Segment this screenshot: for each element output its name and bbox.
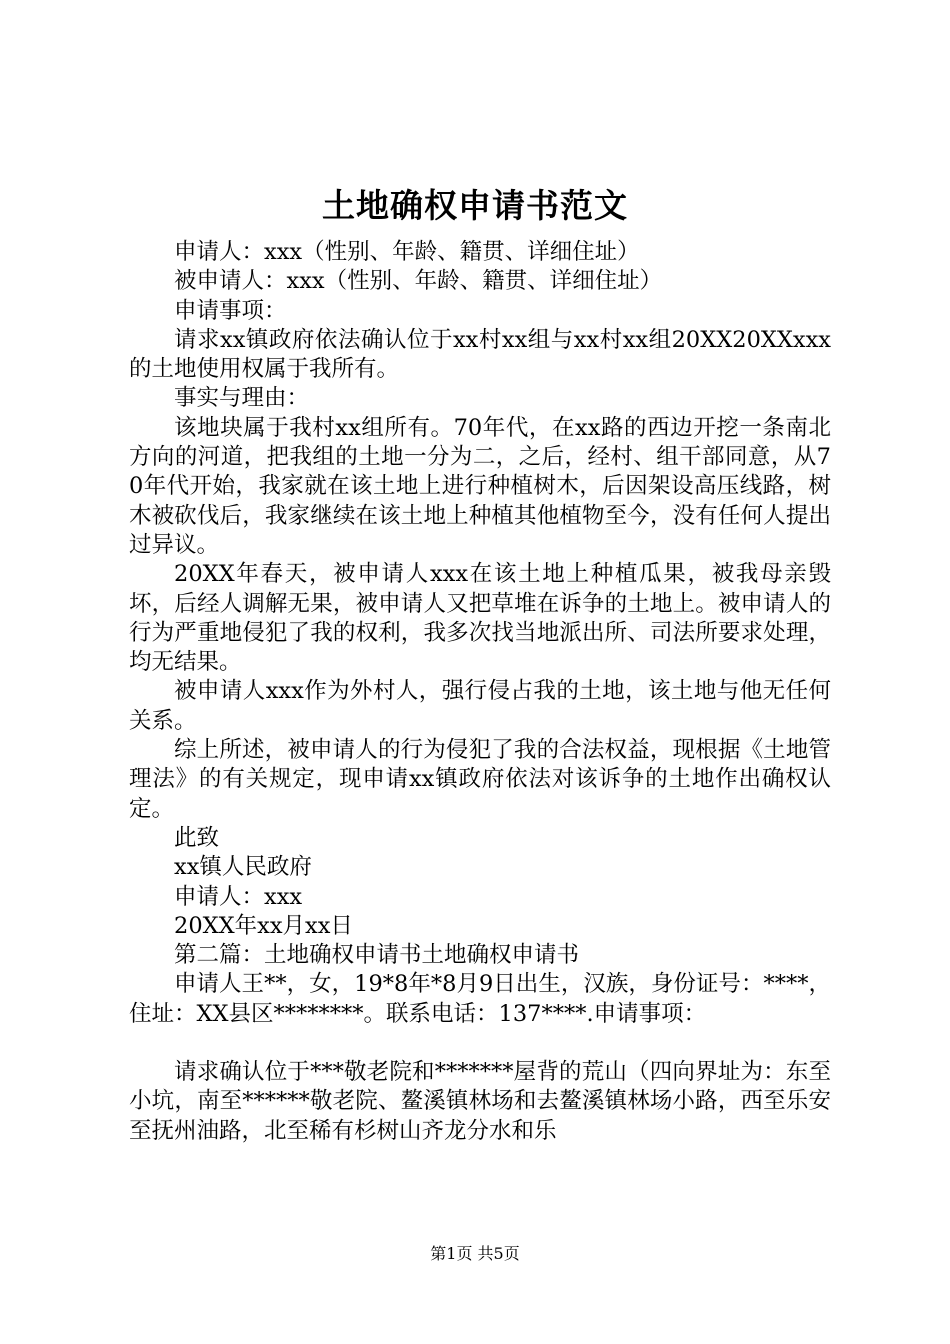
signature-applicant: 申请人：xxx	[174, 883, 303, 910]
document-body	[129, 238, 831, 1146]
recipient: xx镇人民政府	[174, 854, 312, 881]
request-heading: 申请事项：	[174, 297, 287, 324]
document-title: 土地确权申请书范文	[322, 186, 628, 225]
second-request-paragraph: 请求确认位于***敬老院和*******屋背的荒山（四向界址为：东至小坑，南至******敬老院、鳌溪镇林场和去鳌溪镇林场小路，西至乐安至抚州油路，北至稀有杉树山齐龙分水和乐	[129, 1059, 831, 1144]
page-footer: 第1页 共5页	[430, 1244, 520, 1263]
facts-paragraph-1: 该地块属于我村xx组所有。70年代，在xx路的西边开挖一条南北方向的河道，把我组的土地一分为二，之后，经村、组干部同意，从70年代开始，我家就在该土地上进行种植树木，后因架设高压线路，树木被砍伐后，我家继续在该土地上种植其他植物至今，没有任何人提出过异议。	[129, 414, 831, 558]
applicant-line: 申请人：xxx（性别、年龄、籍贯、详细住址）	[174, 239, 640, 265]
request-paragraph: 请求xx镇政府依法确认位于xx村xx组与xx村xx组20XX20XXxxx的土地使用权属于我所有。	[129, 326, 831, 383]
second-applicant-paragraph: 申请人王**，女，19*8年*8月9日出生，汉族，身份证号：****，住址：XX县区********。联系电话：137****.申请事项：	[129, 971, 831, 1027]
facts-paragraph-2: 20XX年春天，被申请人xxx在该土地上种植瓜果，被我母亲毁坏，后经人调解无果，被申请人又把草堆在诉争的土地上。被申请人的行为严重地侵犯了我的权利，我多次找当地派出所、司法所要求处理，均无结果。	[129, 561, 831, 676]
respondent-line: 被申请人：xxx（性别、年龄、籍贯、详细住址）	[174, 268, 663, 295]
signature-date: 20XX年xx月xx日	[174, 912, 353, 939]
second-article-heading: 第二篇：土地确权申请书土地确权申请书	[174, 942, 580, 969]
facts-heading: 事实与理由：	[174, 385, 310, 412]
salutation: 此致	[174, 824, 220, 851]
conclusion-paragraph: 综上所述，被申请人的行为侵犯了我的合法权益，现根据《土地管理法》的有关规定，现申请xx镇政府依法对该诉争的土地作出确权认定。	[129, 737, 831, 822]
facts-paragraph-3: 被申请人xxx作为外村人，强行侵占我的土地，该土地与他无任何关系。	[129, 678, 831, 734]
